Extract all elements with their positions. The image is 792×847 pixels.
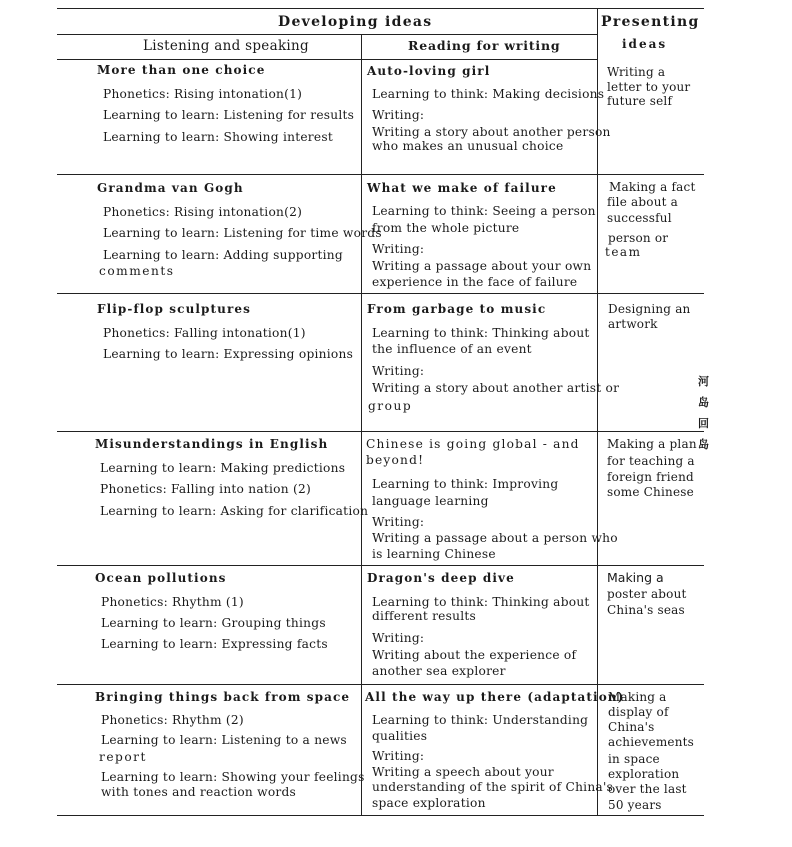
rule-row4 [57,565,704,566]
unit1-reading-item: who makes an unusual choice [372,139,564,153]
unit1-listening-title: More than one choice [97,63,266,77]
unit4-reading-title: Chinese is going global - and [366,437,580,451]
unit3-reading-item: group [368,399,413,413]
unit3-reading-item: Writing: [372,364,425,378]
presenting-ideas-header-line2: ideas [622,37,668,51]
unit2-reading-item: Learning to think: Seeing a person [372,204,596,218]
side-mark-3: 回 [698,417,709,430]
unit6-listening-item: report [99,750,147,764]
unit3-listening-title: Flip-flop sculptures [97,302,252,316]
unit3-reading-item: Writing a story about another artist or [372,381,620,395]
unit5-reading-item: Writing: [372,631,425,645]
rule-row2 [57,293,704,294]
unit4-reading-title: beyond! [366,453,425,467]
unit5-listening-item: Learning to learn: Expressing facts [101,637,328,651]
unit6-presenting-line: over the last [608,782,687,796]
unit1-reading-item: Learning to think: Making decisions [372,87,605,101]
presenting-ideas-header-line1: Presenting [601,14,700,30]
rule-top [57,8,704,9]
unit4-reading-item: is learning Chinese [372,547,496,561]
unit4-reading-item: Writing a passage about a person who [372,531,618,545]
unit2-listening-item: Learning to learn: Listening for time words [103,226,382,240]
unit2-presenting-line: successful [607,211,672,225]
side-mark-1: 河 [698,375,709,388]
unit5-presenting-line: Making a [607,570,664,585]
unit5-presenting-line: China's seas [607,603,685,617]
unit6-listening-item: Phonetics: Rhythm (2) [101,713,244,727]
unit2-reading-item: Writing: [372,242,425,256]
unit6-reading-title: All the way up there (adaptation) [365,690,625,704]
side-mark-2: 岛 [698,396,709,409]
unit1-reading-title: Auto-loving girl [367,64,491,78]
unit3-reading-item: the influence of an event [372,342,532,356]
unit2-presenting-line: person or [608,231,669,245]
unit3-reading-item: Learning to think: Thinking about [372,326,590,340]
unit6-reading-item: space exploration [372,796,486,810]
unit6-presenting-line: 50 years [608,798,662,812]
unit4-listening-title: Misunderstandings in English [95,437,329,451]
unit5-listening-title: Ocean pollutions [95,571,227,585]
unit5-reading-title: Dragon's deep dive [367,571,515,585]
unit2-reading-item: experience in the face of failure [372,275,578,289]
unit2-reading-item: Writing a passage about your own [372,259,592,273]
unit6-listening-item: with tones and reaction words [101,785,297,799]
unit4-presenting-line: for teaching a [607,454,695,468]
rule-header-bottom [57,59,598,60]
unit6-listening-item: Learning to learn: Showing your feelings [101,770,365,784]
unit4-listening-item: Phonetics: Falling into nation (2) [100,482,312,496]
unit6-presenting-line: China's [608,720,655,734]
unit4-listening-item: Learning to learn: Asking for clarification [100,504,369,518]
unit2-reading-title: What we make of failure [367,181,557,195]
unit3-presenting-line: Designing an [608,302,691,316]
rule-row1 [57,174,704,175]
unit1-presenting-line: Writing a [607,65,666,79]
developing-ideas-header: Developing ideas [278,14,433,30]
unit1-listening-item: Learning to learn: Showing interest [103,130,333,144]
unit6-reading-item: understanding of the spirit of China's [372,780,614,794]
unit4-presenting-line: some Chinese [607,485,694,499]
unit4-listening-item: Learning to learn: Making predictions [100,461,346,475]
unit4-presenting-line: Making a plan [607,437,697,451]
unit3-listening-item: Learning to learn: Expressing opinions [103,347,354,361]
rule-col1 [361,34,362,815]
unit6-presenting-line: Making a [608,690,667,704]
unit6-reading-item: Writing: [372,749,425,763]
unit1-presenting-line: letter to your [607,80,691,94]
unit2-listening-item: comments [99,264,175,278]
unit1-reading-item: Writing a story about another person [372,125,611,139]
unit3-listening-item: Phonetics: Falling intonation(1) [103,326,306,340]
unit5-reading-item: Learning to think: Thinking about [372,595,590,609]
unit3-presenting-line: artwork [608,317,658,331]
unit2-listening-item: Phonetics: Rising intonation(2) [103,205,303,219]
side-mark-4: 岛 [698,438,709,451]
rule-row5 [57,684,704,685]
unit4-reading-item: Writing: [372,515,425,529]
unit6-presenting-line: in space [608,752,660,766]
unit1-reading-item: Writing: [372,108,425,122]
listening-speaking-header: Listening and speaking [143,38,309,54]
unit5-listening-item: Phonetics: Rhythm (1) [101,595,244,609]
unit6-listening-item: Learning to learn: Listening to a news [101,733,347,747]
unit6-reading-item: Learning to think: Understanding [372,713,589,727]
unit6-presenting-line: exploration [608,767,680,781]
unit4-reading-item: language learning [372,494,489,508]
unit6-reading-item: qualities [372,729,428,743]
unit6-reading-item: Writing a speech about your [372,765,554,779]
unit2-listening-title: Grandma van Gogh [97,181,244,195]
reading-writing-header: Reading for writing [408,38,561,53]
unit3-reading-title: From garbage to music [367,302,547,316]
unit5-reading-item: Writing about the experience of [372,648,577,662]
unit1-presenting-line: future self [607,94,673,108]
unit4-presenting-line: foreign friend [607,470,694,484]
unit6-presenting-line: display of [608,705,669,719]
unit5-listening-item: Learning to learn: Grouping things [101,616,326,630]
unit6-presenting-line: achievements [608,735,695,749]
unit5-presenting-line: poster about [607,587,687,601]
unit2-presenting-line: Making a fact [609,180,696,194]
unit2-presenting-line: file about a [607,195,679,209]
unit6-listening-title: Bringing things back from space [95,690,351,704]
rule-bottom [57,815,704,816]
unit5-reading-item: another sea explorer [372,664,506,678]
unit1-listening-item: Learning to learn: Listening for results [103,108,355,122]
unit4-reading-item: Learning to think: Improving [372,477,559,491]
unit1-listening-item: Phonetics: Rising intonation(1) [103,87,303,101]
unit2-reading-item: from the whole picture [372,221,520,235]
rule-row3 [57,431,704,432]
unit2-presenting-line: team [605,245,642,259]
unit2-listening-item: Learning to learn: Adding supporting [103,248,343,262]
unit5-reading-item: different results [372,609,477,623]
rule-header-mid [57,34,598,35]
